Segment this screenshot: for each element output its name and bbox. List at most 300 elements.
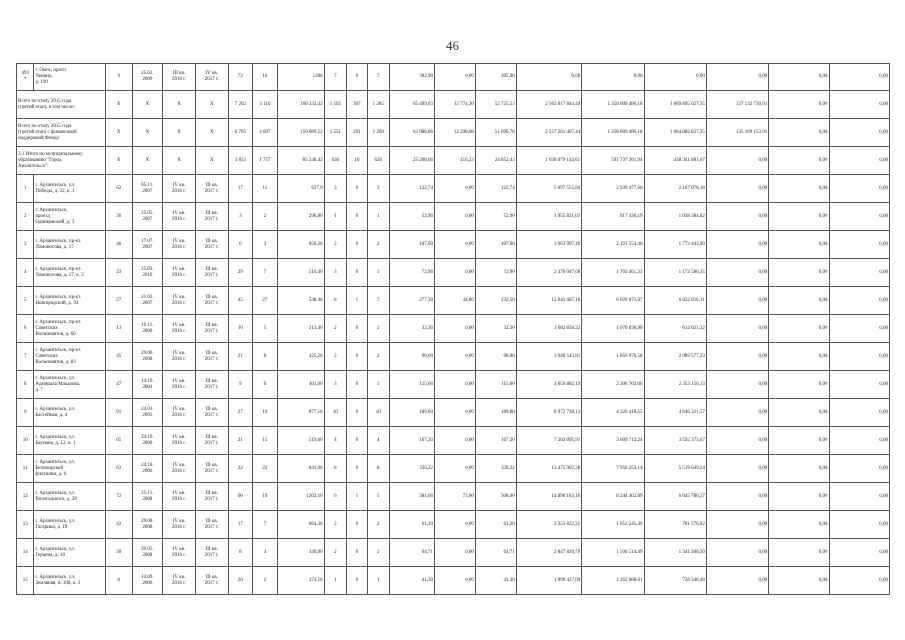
address-cell: г. Архангельск, ул. Гагарина, д. 19	[34, 511, 106, 539]
table-cell: 591 737 261,94	[582, 147, 644, 175]
table-cell: 8	[228, 539, 253, 567]
table-cell: IV кв. 2016 г.	[163, 287, 196, 315]
table-cell: III кв. 2017 г.	[195, 427, 228, 455]
table-cell: IV кв. 2016 г.	[163, 511, 196, 539]
table-row	[17, 315, 890, 343]
address-cell: г. Архангельск, ул. Победы, д. 22, к. 1	[34, 175, 106, 203]
table-cell: 24.03. 2005	[132, 399, 163, 427]
table-cell: 0,00	[769, 231, 829, 259]
table-cell: 25.03. 2010	[132, 259, 163, 287]
table-cell: III кв. 2017 г.	[195, 287, 228, 315]
table-cell: 6	[228, 231, 253, 259]
table-cell: 3 609 712,24	[582, 427, 644, 455]
table-cell: 19	[253, 483, 278, 511]
table-cell: 519,60	[277, 427, 324, 455]
table-row	[17, 259, 890, 287]
table-cell: 1	[324, 203, 346, 231]
table-cell: X	[195, 91, 228, 119]
table-cell: 0,00	[706, 371, 768, 399]
table-cell: 0,00	[516, 64, 581, 91]
table-cell: 122,74	[475, 175, 516, 203]
address-cell: г. Архангельск, ул. Баумана, д. 12, к. 1	[34, 427, 106, 455]
table-cell: IV кв. 2016 г.	[163, 371, 196, 399]
table-cell: 0,00	[769, 427, 829, 455]
table-cell: IV кв. 2016 г.	[163, 539, 196, 567]
table-cell: 7 202 095,91	[516, 427, 581, 455]
table-cell: 850,20	[277, 231, 324, 259]
table-cell: 12 043 687,18	[516, 287, 581, 315]
table-cell: 24.10. 2006	[132, 455, 163, 483]
table-cell: 0,00	[706, 315, 768, 343]
row-number-cell: 4	[17, 259, 34, 287]
row-number-cell: 9	[17, 399, 34, 427]
table-cell: 14.09. 2006	[132, 567, 163, 595]
table-cell: 0,00	[769, 567, 829, 595]
table-cell: IV кв. 2016 г.	[163, 567, 196, 595]
table-cell: 416,23	[435, 147, 476, 175]
table-cell: 4	[253, 539, 278, 567]
table-cell: 3	[324, 175, 346, 203]
table-cell: 44,80	[435, 287, 476, 315]
table-cell: 0,00	[435, 175, 476, 203]
table-cell: 0,00	[769, 483, 829, 511]
table-cell: 8 244 402,89	[582, 483, 644, 511]
table-cell: 0,00	[435, 427, 476, 455]
table-cell: III кв. 2017 г.	[195, 399, 228, 427]
table-cell: 0,00	[706, 64, 768, 91]
table-cell: 115,60	[475, 371, 516, 399]
table-cell: 2 847 820,79	[516, 539, 581, 567]
table-cell: 7 202	[228, 91, 253, 119]
table-cell: 0,00	[829, 259, 889, 287]
table-cell: 7 956 253,14	[582, 455, 644, 483]
table-cell: 10	[324, 399, 346, 427]
table-cell: 22	[253, 455, 278, 483]
table-cell: 0,00	[769, 64, 829, 91]
table-cell: 2	[367, 315, 389, 343]
table-cell: III кв. 2017 г.	[195, 175, 228, 203]
table-cell: 21	[228, 427, 253, 455]
table-cell: 0,00	[769, 455, 829, 483]
table-cell: 17	[228, 511, 253, 539]
table-cell: IV кв. 2016 г.	[163, 483, 196, 511]
table-cell: 277,30	[390, 287, 435, 315]
table-cell: 0,00	[829, 287, 889, 315]
table-cell: 64,71	[390, 539, 435, 567]
table-cell: 7	[367, 64, 389, 91]
table-cell: 3	[367, 175, 389, 203]
table-cell: 2	[324, 539, 346, 567]
table-cell: X	[132, 119, 163, 147]
table-cell: 1	[347, 483, 367, 511]
table-cell: 4 326 416,55	[582, 399, 644, 427]
table-cell: 291	[347, 119, 367, 147]
table-cell: 877,10	[277, 399, 324, 427]
table-cell: 0,00	[829, 511, 889, 539]
table-cell: 0,00	[706, 455, 768, 483]
table-cell: X	[105, 91, 132, 119]
table-cell: 51 690,78	[475, 119, 516, 147]
table-cell: IV кв. 2016 г.	[163, 455, 196, 483]
table-cell: 0	[347, 455, 367, 483]
table-cell: 1	[324, 567, 346, 595]
table-cell: 0,00	[706, 399, 768, 427]
table-cell: 1 703 461,33	[582, 259, 644, 287]
table-cell: 3	[228, 203, 253, 231]
address-cell: г. Архангельск, пр-кт. Советских Космонавтов, д. 83	[34, 343, 106, 371]
table-cell: 0,00	[706, 287, 768, 315]
table-cell: 64,71	[475, 539, 516, 567]
table-cell: 60	[228, 483, 253, 511]
table-cell: 29.06. 2008	[132, 343, 163, 371]
table-cell: 24 852,43	[475, 147, 516, 175]
table-cell: 637,9	[277, 175, 324, 203]
row-number-cell: 6	[17, 315, 34, 343]
table-cell: 7	[324, 64, 346, 91]
table-cell: 0	[347, 259, 367, 287]
table-cell: 3 963 997,49	[516, 231, 581, 259]
table-cell: 6	[253, 371, 278, 399]
table-cell: IV кв. 2016 г.	[163, 231, 196, 259]
table-cell: 0,00	[435, 231, 476, 259]
table-cell: 5 097 555,84	[516, 175, 581, 203]
table-cell: 0,00	[829, 567, 889, 595]
table-cell: 374,10	[277, 567, 324, 595]
address-cell: г. Архангельск, пр-кт. Ломоносова, д. 17, к. 2	[34, 259, 106, 287]
table-row	[17, 64, 890, 91]
table-cell: 0,00	[582, 64, 644, 91]
row-number-cell: 11	[17, 455, 34, 483]
table-cell: III кв. 2016 г.	[163, 64, 196, 91]
table-cell: 308,00	[475, 483, 516, 511]
table-cell: 12 298,08	[435, 119, 476, 147]
address-cell: г. Архангельск, ул. Адмирала Макарова, д. 7	[34, 371, 106, 399]
table-row	[17, 231, 890, 259]
address-cell: г. Архангельск, пр-кт. Ломоносова, д. 17	[34, 231, 106, 259]
table-cell: IV кв. 2016 г.	[163, 315, 196, 343]
table-cell: 0,00	[829, 399, 889, 427]
table-cell: 0,00	[769, 343, 829, 371]
row-number-cell: 5	[17, 287, 34, 315]
table-cell: 0,00	[706, 203, 768, 231]
table-cell: 401,60	[277, 371, 324, 399]
table-row	[17, 91, 890, 119]
table-cell: 1 358 009 486,18	[582, 91, 644, 119]
table-cell: 21	[228, 343, 253, 371]
table-cell: 0,00	[769, 259, 829, 287]
table-cell: 302,90	[475, 64, 516, 91]
table-cell: IV кв. 2016 г.	[163, 203, 196, 231]
table-cell: 1 850 976,58	[582, 343, 644, 371]
table-cell: 73,60	[435, 483, 476, 511]
table-cell: 63	[105, 455, 132, 483]
table-cell: 10	[228, 315, 253, 343]
address-cell: г. Архангельск, ул. Вологодского, д. 28	[34, 483, 106, 511]
table-cell: 29	[228, 259, 253, 287]
table-cell: 0,00	[706, 343, 768, 371]
table-cell: 3 853	[228, 147, 253, 175]
table-cell: 0,00	[706, 483, 768, 511]
table-cell: 11	[253, 175, 278, 203]
table-cell: 0,00	[769, 119, 829, 147]
table-row	[17, 455, 890, 483]
table-cell: 4 007	[253, 119, 278, 147]
table-cell: 98,00	[475, 343, 516, 371]
table-cell: 72	[105, 483, 132, 511]
table-cell: 45	[228, 287, 253, 315]
table-cell: 1 069 895 627,35	[644, 91, 706, 119]
table-cell: IV кв. 2016 г.	[163, 175, 196, 203]
table-cell: 14 890 183,16	[516, 483, 581, 511]
address-cell: г. Архангельск, проезд Одинцовский, д. 3	[34, 203, 106, 231]
table-cell: 2	[324, 231, 346, 259]
table-cell: 1 341 306,30	[644, 539, 706, 567]
table-cell: 232,50	[475, 287, 516, 315]
table-cell: 1 070 836,90	[582, 315, 644, 343]
row-number-cell: 2	[17, 203, 34, 231]
table-cell: 0,00	[435, 511, 476, 539]
table-cell: 14.10. 2004	[132, 371, 163, 399]
page-number: 46	[446, 38, 459, 53]
table-cell: 41,30	[390, 567, 435, 595]
table-cell: 0,00	[829, 539, 889, 567]
table-cell: 0,00	[829, 427, 889, 455]
table-cell: X	[195, 147, 228, 175]
total-label-cell: 3.1 Итого по муниципальному образованию "Город Архангельск":	[17, 147, 106, 175]
table-cell: 3 940 543,81	[516, 343, 581, 371]
table-row	[17, 371, 890, 399]
table-cell: 425,20	[277, 343, 324, 371]
table-cell: 62	[105, 175, 132, 203]
table-cell: 05.11. 2007	[132, 175, 163, 203]
table-cell: 3	[253, 231, 278, 259]
table-cell: 0	[347, 64, 367, 91]
table-cell: 1 990 437,09	[516, 567, 581, 595]
table-row	[17, 175, 890, 203]
table-cell: X	[163, 147, 196, 175]
table-cell: 3	[367, 259, 389, 287]
table-cell: 24.10. 2006	[132, 427, 163, 455]
table-cell: 1 172 586,35	[644, 259, 706, 287]
table-cell: 0	[347, 315, 367, 343]
table-cell: 4 110	[253, 91, 278, 119]
table-cell: 213,40	[277, 315, 324, 343]
table-cell: 72	[228, 64, 253, 91]
table-cell: 0,00	[706, 147, 768, 175]
table-cell: 5	[367, 483, 389, 511]
total-label-cell: Всего по этапу 2015 года (третий этап), в том числе:	[17, 91, 106, 119]
table-cell: 8	[324, 287, 346, 315]
table-cell: 25 268,66	[390, 147, 435, 175]
table-cell: 27	[253, 287, 278, 315]
table-cell: 32	[228, 455, 253, 483]
table-cell: 0,00	[706, 259, 768, 287]
table-cell: 1 285	[367, 91, 389, 119]
table-cell: 381,60	[390, 483, 435, 511]
table-cell: 2	[253, 567, 278, 595]
table-row	[17, 427, 890, 455]
table-cell: 52,90	[475, 203, 516, 231]
table-cell: 0,00	[769, 315, 829, 343]
table-cell: IV кв. 2016 г.	[163, 399, 196, 427]
table-row	[17, 567, 890, 595]
table-cell: 0,00	[829, 203, 889, 231]
table-cell: X	[105, 119, 132, 147]
table-cell: 0,00	[769, 539, 829, 567]
table-cell: 0,00	[769, 371, 829, 399]
table-cell: 6 645 780,27	[644, 483, 706, 511]
table-cell: 516,40	[277, 259, 324, 287]
table-cell: 8	[367, 455, 389, 483]
table-cell: 3	[367, 371, 389, 399]
table-cell: 72,90	[475, 259, 516, 287]
table-cell: 2	[367, 539, 389, 567]
table-cell: 0,00	[435, 399, 476, 427]
table-cell: 2 306 702,06	[582, 371, 644, 399]
row-number-cell: 8	[17, 371, 34, 399]
table-cell: 107,60	[390, 231, 435, 259]
table-cell: 8	[253, 343, 278, 371]
address-cell: г. Архангельск, пр-кт. Советских Космонавтов, д. 60	[34, 315, 106, 343]
table-cell: IV кв. 2016 г.	[163, 427, 196, 455]
table-cell: 19	[253, 399, 278, 427]
table-cell: 3	[324, 371, 346, 399]
table-cell: 20.05. 2008	[132, 539, 163, 567]
table-cell: IV кв. 2017 г.	[195, 64, 228, 91]
address-cell: г. Архангельск, ул. Земляная, п. 108, к. 3	[34, 567, 106, 595]
table-cell: 85 246,42	[277, 147, 324, 175]
table-cell: 1 506 514,49	[582, 539, 644, 567]
table-cell: 47	[105, 371, 132, 399]
table-cell: 8 972 738,13	[516, 399, 581, 427]
table-cell: 25.02. 2009	[132, 64, 163, 91]
table-cell: 0,00	[435, 539, 476, 567]
table-cell: 61,20	[390, 511, 435, 539]
table-cell: 0,00	[829, 371, 889, 399]
row-number-cell: 14	[17, 539, 34, 567]
table-cell: 23	[105, 259, 132, 287]
table-cell: 4 646 321,57	[644, 399, 706, 427]
row-number-cell: 10	[17, 427, 34, 455]
table-cell: 167,20	[475, 427, 516, 455]
table-cell: 302,90	[390, 64, 435, 91]
table-cell: 36	[105, 203, 132, 231]
table-cell: III кв. 2017 г.	[195, 315, 228, 343]
table-cell: III кв. 2017 г.	[195, 203, 228, 231]
table-cell: 636	[324, 147, 346, 175]
table-cell: 25.11. 2008	[132, 483, 163, 511]
table-cell: 1 064 082 827,35	[644, 119, 706, 147]
table-cell: 1 955 821,01	[516, 203, 581, 231]
table-cell: 0	[347, 567, 367, 595]
table-cell: 27	[228, 399, 253, 427]
table-cell: 32,30	[475, 315, 516, 343]
table-cell: 0,00	[435, 343, 476, 371]
table-cell: 65 499,83	[390, 91, 435, 119]
table-cell: 107,60	[475, 231, 516, 259]
table-cell: 91	[105, 399, 132, 427]
table-cell: IV кв. 2016 г.	[163, 343, 196, 371]
table-cell: 1 652 245,49	[582, 511, 644, 539]
total-label-cell: Всего по этапу 2015 года (третий этап) с финансовой поддержкой Фонда	[17, 119, 106, 147]
table-cell: 0,00	[706, 567, 768, 595]
table-cell: 122,74	[390, 175, 435, 203]
table-cell: 9	[105, 64, 132, 91]
table-cell: 2	[324, 511, 346, 539]
table-cell: 29.08. 2008	[132, 511, 163, 539]
table-cell: 0,00	[435, 371, 476, 399]
table-cell: 1 358 009 486,18	[582, 119, 644, 147]
table-cell: 0	[347, 343, 367, 371]
table-cell: 2 167 078,18	[644, 175, 706, 203]
table-cell: 728 348,48	[644, 567, 706, 595]
table-cell: 6 705	[228, 119, 253, 147]
table-cell: 6	[324, 483, 346, 511]
table-cell: 701 576,82	[644, 511, 706, 539]
table-cell: 2 353 822,31	[516, 511, 581, 539]
table-cell: 1 260	[367, 119, 389, 147]
table-cell: 0,00	[706, 175, 768, 203]
address-cell: г. Архангельск, пр-кт. Новгородский, д. 94	[34, 287, 106, 315]
table-cell: 1 262 088,61	[582, 567, 644, 595]
table-cell: 17	[228, 175, 253, 203]
table-row	[17, 343, 890, 371]
table-cell: 21.02. 2007	[132, 287, 163, 315]
table-cell: 5 519 649,24	[644, 455, 706, 483]
table-cell: III кв. 2017 г.	[195, 511, 228, 539]
table-cell: 0,00	[829, 91, 889, 119]
table-cell: 1 592	[324, 91, 346, 119]
table-cell: 2 191 554,40	[582, 231, 644, 259]
address-cell: г. Архангельск, ул. Герцена, д. 10	[34, 539, 106, 567]
table-cell: 1 030 079 143,61	[516, 147, 581, 175]
table-cell: 7	[253, 259, 278, 287]
table-cell: 52 725,53	[475, 91, 516, 119]
table-cell: 296,80	[277, 203, 324, 231]
table-cell: 0,00	[829, 343, 889, 371]
table-cell: 2	[367, 343, 389, 371]
table-cell: 52,90	[390, 203, 435, 231]
table-cell: 0,00	[706, 231, 768, 259]
table-cell: 0,00	[435, 259, 476, 287]
table-cell: 4 659 882,19	[516, 371, 581, 399]
table-cell: 0,00	[435, 315, 476, 343]
table-cell: 0,00	[769, 203, 829, 231]
table-cell: 167,20	[390, 427, 435, 455]
table-cell: 4	[367, 427, 389, 455]
table-cell: 150 089,52	[277, 119, 324, 147]
table-cell: 4	[324, 427, 346, 455]
table-cell: 7	[367, 287, 389, 315]
table-cell: 10	[347, 147, 367, 175]
row-number-cell: 1	[17, 175, 34, 203]
table-cell: 189,80	[475, 399, 516, 427]
table-cell: 12 774,30	[435, 91, 476, 119]
table-cell: X	[132, 91, 163, 119]
table-cell: 0,00	[769, 287, 829, 315]
table-cell: 189,80	[390, 399, 435, 427]
table-cell: 2 557 261 467,44	[516, 119, 581, 147]
table-cell: 65	[105, 427, 132, 455]
table-cell: 2 476 047,68	[516, 259, 581, 287]
table-cell: 27	[105, 287, 132, 315]
table-cell: 0,00	[829, 455, 889, 483]
table-cell: 2	[324, 343, 346, 371]
table-cell: 42	[105, 511, 132, 539]
table-cell: 0,00	[829, 175, 889, 203]
row-number-cell: 493 *	[17, 64, 34, 91]
table-cell: 438 341 881,67	[644, 147, 706, 175]
